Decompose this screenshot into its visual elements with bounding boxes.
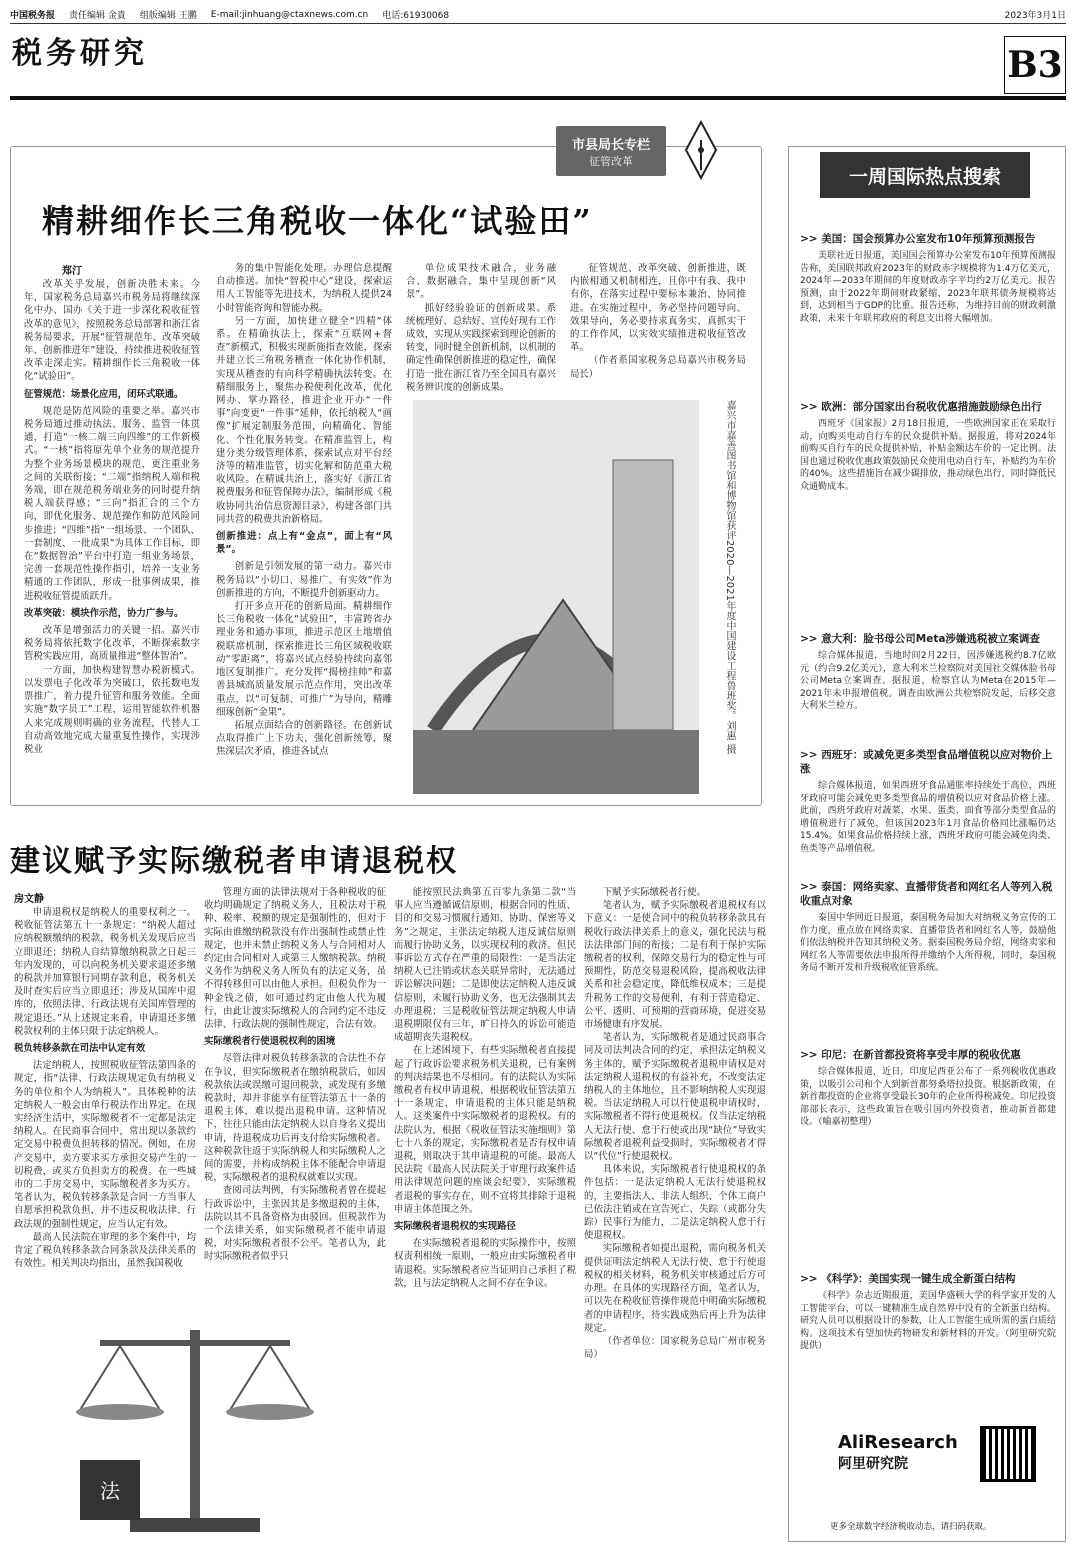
section-title: 税务研究 [12,36,148,71]
sidebar-item-6 [800,1272,1056,1353]
column-tag-title: 市县局长专栏 [571,137,650,153]
paragraph: 查阅司法判例，有实际缴税者曾在提起行政诉讼中，主张因其是多缴退税的主体，法院以其不具备资格为由驳回。但税款作为一个法律关系，如实际缴税者不能申请退税，对实际缴税者很不公平。笔者认为，此时实际缴税者似乎只 [204,1185,386,1263]
paragraph: 法定纳税人，按照税收征管法第四条的规定，指“法律、行政法规规定负有纳税义务的单位和个人为纳税人”。具体税种的法定纳税人一般会由单行税法作出界定。在现实经济生活中，实际缴税者不一定都是法定纳税人。在民商事合同中，常出现以条款约定交易中税费负担转移的情况。例如，在房产交易中，卖方要求买方承担交易产生的一切税费，或买方负担卖方的税费。在一些城市的二手房交易中，实际缴税者多为买方。笔者认为，税负转移条款是合同一方当事人自愿承担税款负担，并不违反税收法律、行政法规的强制性规定，应当认定有效。 [14,1060,196,1230]
paragraph: 改革突破：模块作示范，协力广参与。 [24,607,184,619]
paragraph: 在上述困境下，有些实际缴税者直接提起了行政诉讼要求税务机关退税，已有案例的判决结果也不尽相同。有的法院认为实际缴税者有权申请退税，根据税收征管法第五十一条规定，申请退税的主体只能是纳税人。这类案件中实际缴税者的退税权。有的法院认为，根据《税收征管法实施细则》第七十八条的规定，实际缴税者是否有权申请退税，则取决于其申请退税的可能。最高人民法院《最高人民法院关于审理行政案件适用法律规范问题的座谈会纪要》，实际缴税者退税的事实存在，则不宜将其排除于退税申请主体范围之外。 [394,1045,576,1215]
paragraph: 单位成果技术融合，业务融合、数据融合，集中呈现创新“风景”。 [406,263,556,301]
paragraph: 在实际缴税者退税的实际操作中，按照权责利相统一原则，一般应由实际缴税者申请退税。实际缴税者应当证明自己承担了税款，且与法定纳税人之间不存在争议。 [394,1238,576,1289]
designer: 组版编辑 王鹏 [139,11,197,21]
sidebar-item-body: 综合媒体报道，近日，印度尼西亚公布了一系列税收优惠政策，以吸引公司和个人到新首都努桑塔拉投资。根据新政策，在新首都投资的企业将享受最长30年的企业所得税减免。印尼投资部部长表示，这些政策旨在吸引国内外投资者，推动新首都建设。（喻嘉初整理） [800,1067,1056,1128]
library-photo [413,400,699,794]
paragraph: 申请退税权是纳税人的重要权利之一。税收征管法第五十一条规定：“纳税人超过应纳税额缴纳的税款，税务机关发现后应当立即退还；纳税人自结算缴纳税款之日起三年内发现的，可以向税务机关要求退还多缴的税款并加算银行同期存款利息，税务机关及时查实后应当立即退还；涉及从国库中退库的，依照法律、行政法规有关国库管理的规定退还。”从上述规定来看，申请退还多缴税款权利的主体只限于法定纳税人。 [14,907,196,1037]
paragraph: 实际缴税者行使退税权利的困境 [204,1036,336,1048]
article1-byline: 郑汀 [62,266,82,277]
paragraph: 笔者认为，赋予实际缴税者退税权有以下意义：一是使合同中的税负转移条款具有税收行政法律关系上的意义，强化民法与税法法律部门间的衔接；二是有利于保护实际缴税者的权利，保障交易行为的稳定性与可预期性，防范交易退税风险，提高税收法律关系和社会稳定度，降低维权成本；三是提升税务工作的交易便利，有利于营造稳定、公平、透明、可预期的营商环境，促进交易市场健康有序发展。 [584,900,766,1031]
sidebar-item-0 [800,232,1056,326]
paragraph: 征管规范：场景化应用，闭环式联通。 [24,388,184,400]
article2-col1 [14,906,196,1286]
phone: 电话:61930068 [382,11,450,21]
photo-caption: 嘉兴市嘉善图书馆和博物馆获评2020—2021年度中国建设工程鲁班奖。刘惠 摄 [724,400,735,755]
column-tag [556,126,666,176]
sidebar-footer: 更多全球数字经济税收动态，请扫码获取。 [830,1522,992,1532]
sidebar-item-body: 西班牙《国家报》2月18日报道，一些欧洲国家正在采取行动，向购买电动自行车的民众提供补贴。据报道，将对2024年前购买自行车的民众提供补贴，补贴金额达车价的一定比例。法国也通过税收优惠政策鼓励民众使用电动自行车，补贴约为车价的40%。这些措施旨在减少碳排放，推动绿色出行，同时降低民众通勤成本。 [800,419,1056,492]
column-tag-subtitle: 征管改革 [589,154,633,168]
sidebar-item-body: 《科学》杂志近期报道，美国华盛顿大学的科学家开发的人工智能平台，可以一键精准生成自然界中没有的全新蛋白结构。研究人员可以根据设计的参数，让人工智能生成所需的蛋白质结构。这项技术有望加快药物研发和新材料的开发。（阿里研究院提供） [800,1291,1056,1352]
header-bar [10,6,1066,24]
article1-col3 [406,262,557,393]
editor: 责任编辑 金貴 [69,11,126,21]
paragraph: 征管规范、改革突破、创新推进，既内嵌相通又机制相连，且你中有我、我中有你，在落实过程中要标本兼治、协同推进。在实施过程中，务必坚持问题导向、效果导向，务必要持求真务实、真抓实干的工作作风，以实效实绩推进税收征管改革。 [570,263,746,354]
sidebar-item-title: >> 意大利：脸书母公司Meta涉嫌逃税被立案调查 [800,633,1040,645]
article1-col2 [216,262,392,798]
justice-scale-illustration [40,1290,370,1540]
article2-byline: 房文静 [14,894,44,905]
sidebar-item-title: >> 《科学》：美国实现一键生成全新蛋白结构 [800,1273,1016,1285]
section-rule [10,96,1066,100]
article2-headline: 建议赋予实际缴税者申请退税权 [10,844,458,879]
sidebar-item-body: 综合媒体报道，如果西班牙食品通胀率持续处于高位，西班牙政府可能会减免更多类型食品的增值税以应对食品价格上涨。此前，西班牙政府对蔬菜、水果、蛋类、面食等部分类型食品的增值税进行了减免，但该国2023年1月食品价格同比涨幅仍达15.4%。如果食品价格持续上涨，西班牙政府可能会减免肉类、鱼类等产品增值税。 [800,781,1056,854]
page-number: B3 [1004,36,1066,94]
article2-col4 [584,886,766,1540]
paragraph: 规范是防范风险的重要之举。嘉兴市税务局通过推动执法、服务、监管一体贯通，打造“一核二端三向四维”的工作新模式。“一核”指将原先单个业务的规范提升为整个业务场景模块的规范，更注重业务之间的关联衔接；“二端”指纳税人端和税务端，即在规范税务端业务的同时提升纳税人端获得感；“三向”指汇合的三个方向，即优化服务、规范操作和防范风险同步推进；“四维”指“一组场景、一个团队、一套制度、一批成果”为具体工作目标，即在“数据智治”平台中打造一组业务场景，完善一套规范性操作指引，培养一支业务精通的工作团队，形成一批事例成果，推进税收征管提质跃升。 [24,405,200,602]
pen-nib-icon [676,120,726,180]
paragraph: 下赋予实际缴税者行使。 [602,887,706,898]
article2-col3 [394,886,576,1540]
logo-en: AliResearch [838,1432,958,1453]
qr-code[interactable] [980,1426,1036,1482]
paragraph: 抓好经验验证的创新成果。系统梳理好、总结好、宣传好现有工作成效，实现从实践探索到理论创新的转变，同时健全创新机制，以机制的确定性确保创新推进的稳定性，确保打造一批在浙江省乃至全国具有嘉兴税务辨识度的创新成果。 [406,302,557,393]
issue-date: 2023年3月1日 [1004,11,1066,21]
sidebar-item-1 [800,400,1056,494]
sidebar-item-title: >> 印尼：在新首都投资将享受丰厚的税收优惠 [800,1049,1021,1061]
paragraph: 尽管法律对税负转移条款的合法性不存在争议，但实际缴税者在缴纳税款后，如因税款依法或误缴可退回税款，或发现有多缴税款时，却并非能享有征管法第五十一条的退税主体，难以提出退税申请。这种情况下，往往只能由法定纳税人以自身名义提出申请，待退税成功后再支付给实际缴税者。这种税款往返于实际纳税人和实际缴税人之间的需要，并构成纳税主体不能配合申请退税，实际缴税者的退税权就难以实现。 [204,1053,386,1184]
paragraph: 最高人民法院在审理的多个案件中，均肯定了税负转移条款合同条款及法律关系的有效性。相关判决均指出，虽然我国税收 [14,1231,196,1270]
article1-col1 [24,278,200,798]
article2-col2 [204,886,386,1286]
building-illustration [413,400,699,794]
paragraph: 具体来说，实际缴税者行使退税权的条件包括：一是法定纳税人无法行使退税权的，主要指法人、非法人组织、个体工商户已依法注销或在宣告死亡、失踪（或都分失踪）民事行为能力，二是法定纳税人怠于行使退税权。 [584,1164,766,1242]
sidebar-item-title: >> 泰国：网络卖家、直播带货者和网红名人等列入税收重点对象 [800,881,1053,907]
paragraph: 改革是增强活力的关键一招。嘉兴市税务局将依托数字化改革，不断探索数字管税实践应用，高质量推进“整体智治”。 [24,625,200,663]
sidebar-item-body: 泰国中华网近日报道，泰国税务局加大对纳税义务宣传的工作力度，重点放在网络卖家、直播带货者和网红名人等，鼓励他们依法纳税并告知其纳税义务。据泰国税务局介绍，网络卖家和网红名人等需要依法申报所得并缴纳个人所得税，同时，泰国税务局不断开发和升级税收征管系统。 [800,913,1056,974]
paragraph: 一方面，加快构建智慧办税新模式。以发票电子化改革为突破口，依托数电发票推广，着力提升征管和服务效能。全面实施“数字员工”工程，运用智能软件机器人来完成规则明确的业务流程，代替人工自动高效地完成大量重复性操作，实现涉税业 [24,664,200,755]
paragraph: 另一方面，加快建立健全“四精”体系。在精确执法上，探索“互联网+督查”新模式，积极实现新施指查效能，探索并建立长三角税务稽查一体化协作机制，实现从稽查的有向科学精确执法转变。在精细服务上，聚焦办税便利化改革，优化网办、掌办路径，推进企业开办“一件事”向变更“一件事”延伸，依托纳税人“画像”扩展定制服务范围，向精确化、智能化、个性化服务转变。在精准监管上，构建分类分级管理体系，探索试点对平台经济等的精准监管，切实化解和防范重大税收风险。在精诚共治上，落实好《浙江省税费服务和征管保障办法》，编制形成《税收协同共治信息资源目录》，构建各部门共同共营的税费共治新格局。 [216,315,392,525]
paragraph: 实际缴税者退税权的实现路径 [394,1221,516,1233]
sidebar-item-body: 综合媒体报道，当地时间2月22日，因涉嫌逃税约8.7亿欧元（约合9.2亿美元），意大利米兰检察院对美国社交媒体脸书母公司Meta立案调查。据报道，检察官认为Meta在2015年—2021年未申报增值税。调查由欧洲公共检察院发起，后移交意大利米兰检方。 [800,651,1056,712]
sidebar-item-2 [800,632,1056,713]
paragraph: 打开多点开花的创新局面。精耕细作长三角税收一体化“试验田”，丰富跨省办理业务和通办事项，推进示范区土地增值税联席机制，探索推进长三角区域税收联动“零距离”，将嘉兴试点经验持续向嘉邻地区复制推广。充分发挥“揭榜挂帅”和嘉善县城高质量发展示范点作用，突出改革重点，以“可复制、可推广”为导向，精雕细琢创新“金果”。 [216,601,392,718]
paragraph: 实际缴税者如提出退税，需向税务机关提供证明法定纳税人无法行使、怠于行使退税权的相关材料，税务机关审核通过后方可办理。在具体的实现路径方面，笔者认为，可以先在税收征管操作规范中明确实际缴税者的申请程序，待实践成熟后再上升为法律规定。 [584,1243,766,1334]
svg-text:法: 法 [100,1479,120,1503]
paragraph: （作者单位：国家税务总局广州市税务局） [584,1335,766,1361]
sidebar-item-body: 美联社近日报道，美国国会预算办公室发布10年预算预测报告称，美国联邦政府2023年的财政赤字规模将为1.4万亿美元，2024年—2033年期间的年度财政赤字平均约2万亿美元。报告预测，由于2022年期间财政紧缩，2023年联邦债务规模将达到，达到相当于GDP的比重。报告还称，为维持目前的财政刺激政策，未来十年联邦政府的利息支出将大幅增加。 [800,251,1056,324]
paragraph: 创新是引领发展的第一动力。嘉兴市税务局以“小切口、易推广、有实效”作为创新推进的方向，不断提升创新驱动力。 [216,561,392,599]
article1-headline: 精耕细作长三角税收一体化“试验田” [42,202,593,240]
sidebar-item-5 [800,1048,1056,1129]
sidebar-item-title: >> 欧洲：部分国家出台税收优惠措施鼓励绿色出行 [800,401,1042,413]
paragraph: 务的集中智能化处理。办理信息提醒自动推送。加快“智税中心”建设，探索运用人工智能等先进技术，为纳税人提供24小时智能咨询和智能办税。 [216,263,392,314]
sidebar-item-title: >> 西班牙：或减免更多类型食品增值税以应对物价上涨 [800,749,1053,775]
logo-cn: 阿里研究院 [838,1456,908,1472]
paragraph: 能按照民法典第五百零九条第二款“当事人应当遵循诚信原则，根据合同的性质、目的和交易习惯履行通知、协助、保密等义务”之规定，主张法定纳税人违反诚信原则而履行协助义务，以实现权利的救济。但民事诉讼方式存在严重的局限性：一是当法定纳税人已注销或状态关联异常时，无法通过诉讼解决问题；二是即使法定纳税人违反诚信原则，未履行协助义务，也无法强制其去办理退税；三是税收征管法规定纳税人申请退税期限仅有三年，旷日持久的诉讼可能造成超期丧失退税权。 [394,887,576,1044]
aliresearch-logo [838,1432,958,1473]
paragraph: 改革关乎发展，创新决胜未来。今年，国家税务总局嘉兴市税务局将继续深化中办、国办《关于进一步深化税收征管改革的意见》，按照税务总局部署和浙江省税务局要求，开展“征管规范年、改革突破年、创新推进年”建设，持续推进税收征管改革走深走实。精耕细作长三角税收一体化“试验田”。 [24,279,200,383]
paragraph: 税负转移条款在司法中认定有效 [14,1043,146,1055]
paragraph: 管理方面的法律法规对于各种税收的征收均明确规定了纳税义务人，且税法对于税种、税率、税额的规定是强制性的，但对于实际由谁缴纳税款没有作出强制性或禁止性规定，也并未禁止纳税义务人与合同相对人约定由合同相对人或第三人缴纳税款。纳税义务作为纳税义务人所负有的法定义务，虽不得转移但可以由他人承担。但税负作为一种金钱之债，如可通过约定由他人代为履行，由此让渡实际缴税人的合同约定不违反法律、行政法规的强制性规定，合法有效。 [204,887,386,1031]
paragraph: 创新推进：点上有“金点”，面上有“风景”。 [216,531,392,556]
paper-name: 中国税务报 [10,11,56,21]
paragraph: （作者系国家税务总局嘉兴市税务局局长） [570,355,746,380]
sidebar-title: 一周国际热点搜索 [820,152,1030,198]
email: E-mail:jinhuang@ctaxnews.com.cn [210,9,369,20]
article1-col4 [570,262,746,382]
paragraph: 笔者认为，实际缴税者是通过民商事合同及司法判决合同的约定，承担法定纳税义务主体的，赋予实际缴税者退税申请权是对法定纳税人退税权的有益补充，不改变法定纳税人的主体地位，且不影响纳税人实现退税。当法定纳税人可以行使退税申请权时，实际缴税者不得行使退税权。仅当法定纳税人无法行使、怠于行使或出现“缺位”导致实际缴税者退税利益受损时，实际缴税者才得以“代位”行使退税权。 [584,1032,766,1163]
sidebar-item-title: >> 美国：国会预算办公室发布10年预算预测报告 [800,233,1036,245]
sidebar-item-3 [800,748,1056,856]
paragraph: 拓展点面结合的创新路径。在创新试点取得推广上下功夫，强化创新统筹，聚焦深层次矛盾，推进各试点 [216,719,392,758]
sidebar-item-4 [800,880,1056,975]
